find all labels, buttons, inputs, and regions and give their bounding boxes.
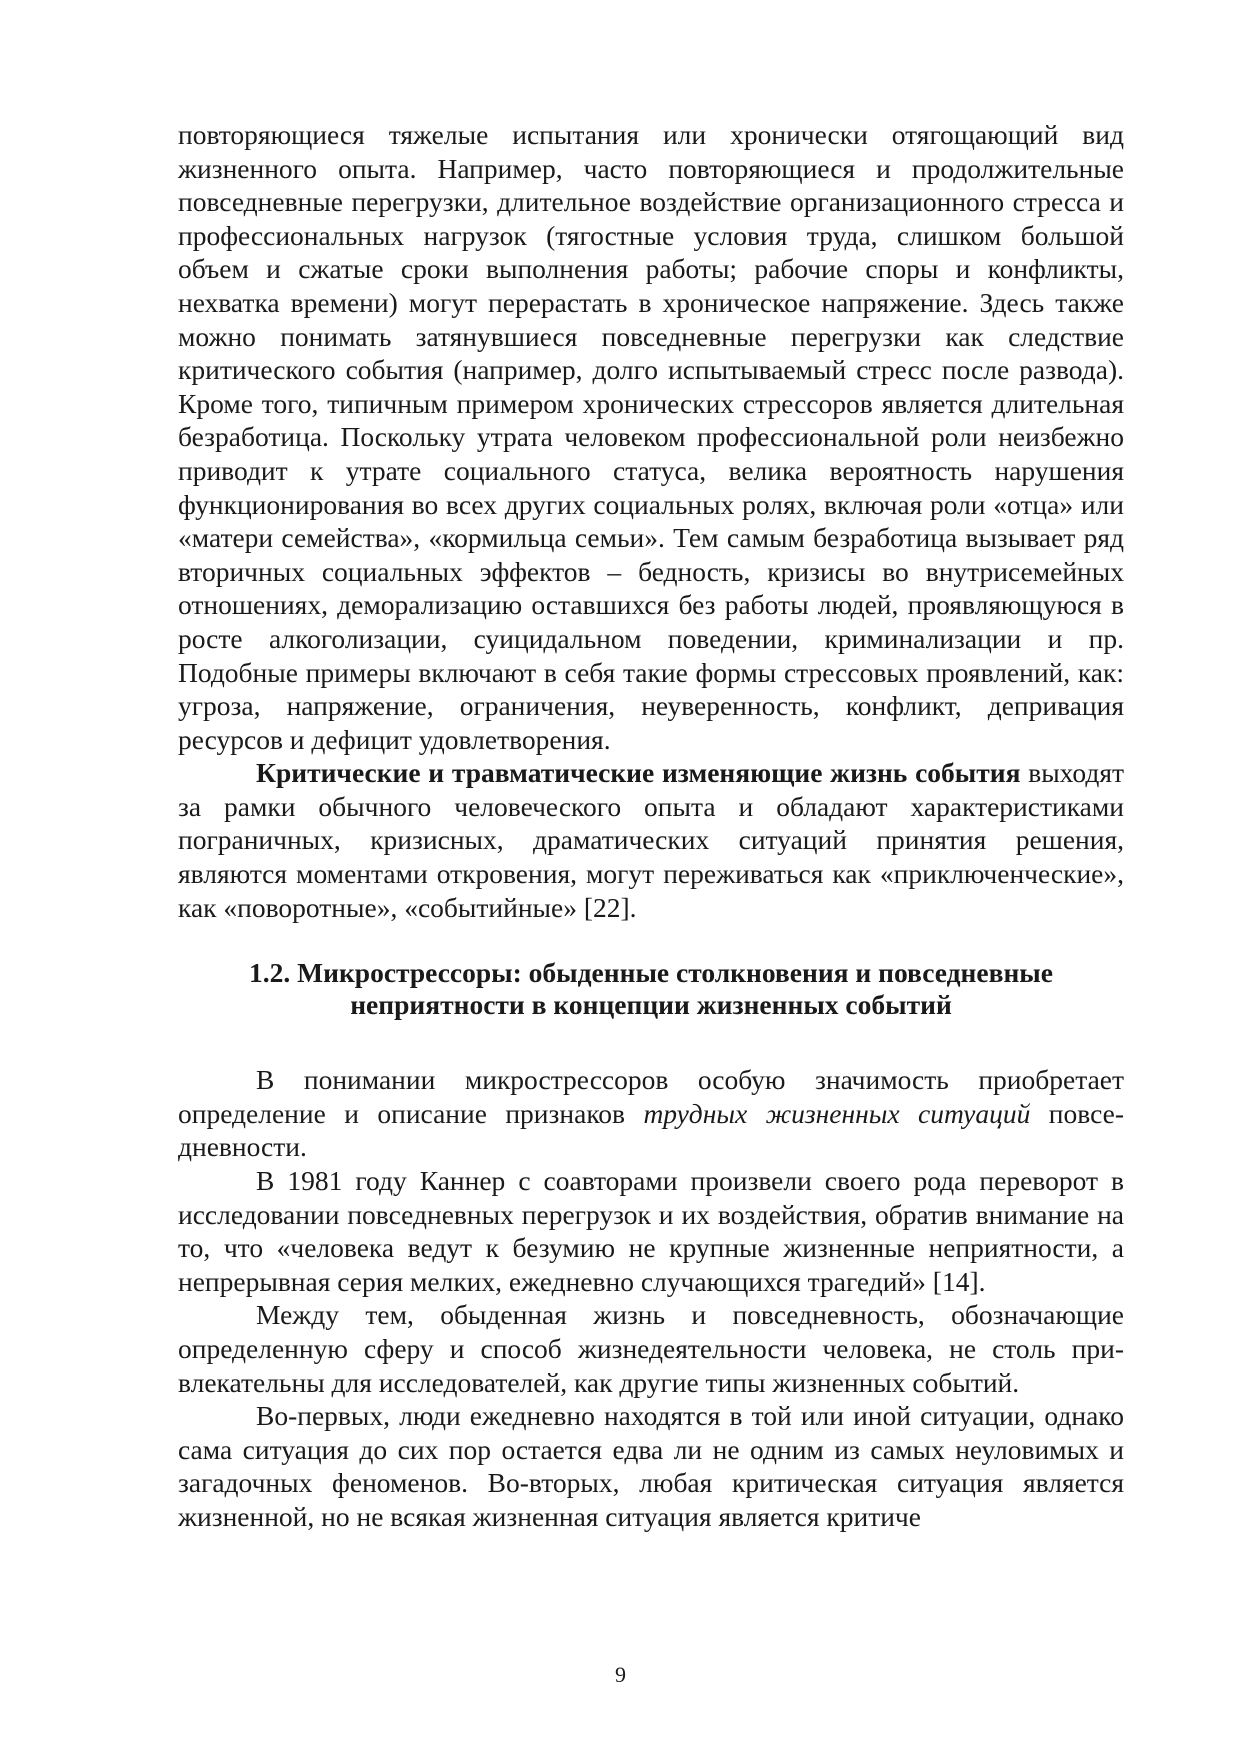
- document-page: [178, 118, 1124, 1534]
- italic-term-difficult-situations: трудных жизненных ситуаций: [643, 1097, 1031, 1129]
- section-heading: [178, 957, 1124, 1021]
- paragraph-chronic-stressors: повторяющиеся тяжелые испытания или хронически отягощающий вид жизненного опыта. Например, часто повторяющиеся и продолжительные повседневные перегрузки, длительное воздействие организационного стресса и профессиональных нагрузок (тягостные условия труда, слишком большой объем и сжатые сроки выполнения работы; рабочие споры и конфликты, нехватка времени) могут перерастать в хроническое напряжение. Здесь также можно понимать затянувшиеся повседневные перегрузки как следствие критического события (например, долго испытываемый стресс после развода). Кроме того, типичным примером хронических стрессоров является длительная безработица. Поскольку утрата человеком профессиональной роли неизбежно приводит к утрате социального статуса, велика вероятность нарушения функционирования во всех других социальных ролях, включая роли «отца» или «матери семейства», «кормильца семьи». Тем самым безработица вызывает ряд вторичных социальных эффектов – бедность, кризисы во внутрисемейных отношениях, деморализацию оставшихся без работы людей, проявляющуюся в росте алкоголизации, суицидальном поведении, криминализации и пр. Подобные примеры включают в себя такие формы стрессовых проявлений, как: угроза, напряжение, ограничения, неуверенность, конфликт, депривация ресурсов и дефицит удовлетворения.: [178, 119, 1124, 755]
- paragraph-everyday-life: Между тем, обыденная жизнь и повседневность, обозначающие определенную сферу и способ жизнедеятельности человека, не столь привлекательны для исследователей, как другие типы жизненных событий.: [178, 1299, 1124, 1398]
- paragraph-microstressors-intro: [178, 1063, 1124, 1164]
- section-heading-line-2: неприятности в концепции жизненных событий: [350, 989, 952, 1021]
- paragraph-microstressors-start: В понимании микрострессоров особую значимость приобретает определение и описание признаков: [178, 1064, 1124, 1129]
- paragraph-critical-events-text: выходят за рамки обычного человеческого опыта и обладают характеристиками пограничных, кризисных, драматических ситуаций принятия решения, являются моментами откровения, могут переживаться как «приключенческие», как «поворотные», «событийные» [22].: [178, 757, 1124, 923]
- page-number: 9: [615, 1662, 626, 1687]
- paragraph-situation-phenomenon: Во-первых, люди ежедневно находятся в той или иной ситуации, однако сама ситуация до сих пор остается едва ли не одним из самых неуловимых и загадочных феноменов. Во-вторых, любая критическая ситуация является жизненной, но не всякая жизненная ситуация является критиче: [178, 1400, 1124, 1532]
- paragraph-kanner-1981: В 1981 году Каннер с соавторами произвели своего рода переворот в исследовании повседневных перегрузок и их воздействия, обратив внимание на то, что «человека ведут к безумию не крупные жизненные неприятности, а непрерывная серия мелких, ежедневно случающихся трагедий» [14].: [178, 1165, 1124, 1297]
- paragraph-microstressors-end: повседневности.: [178, 1097, 1124, 1163]
- bold-term-critical-events: Критические и травматические изменяющие жизнь события: [256, 757, 1021, 789]
- paragraph-critical-events: [178, 756, 1124, 924]
- section-heading-line-1: 1.2. Микрострессоры: обыденные столкновения и повседневные: [249, 957, 1053, 989]
